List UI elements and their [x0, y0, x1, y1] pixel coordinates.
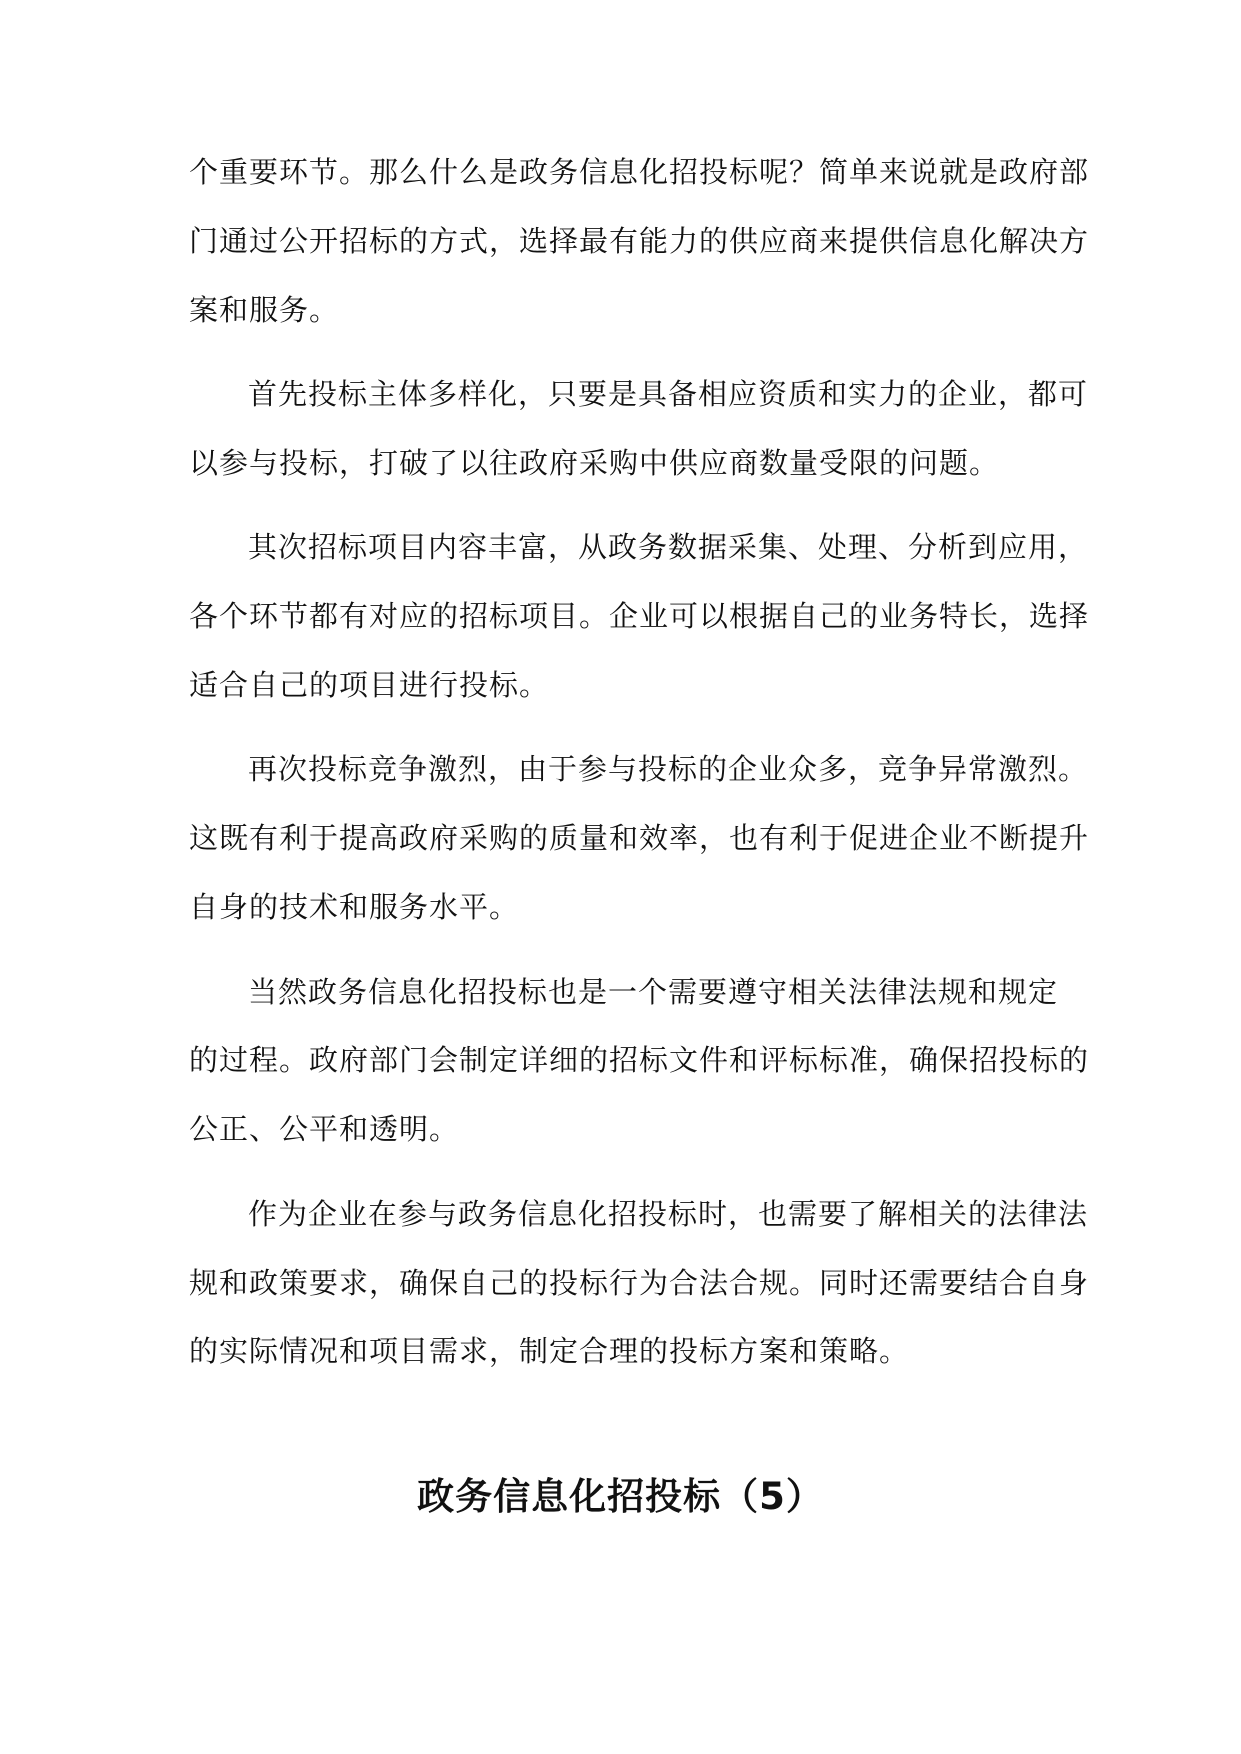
paragraph-1-line-3: 案和服务。 — [189, 293, 340, 327]
paragraph-4-line-2: 这既有利于提高政府采购的质量和效率，也有利于促进企业不断提升 — [189, 821, 1090, 855]
paragraph-3-line-2: 各个环节都有对应的招标项目。企业可以根据自己的业务特长，选择 — [189, 599, 1090, 633]
paragraph-1-line-2: 门通过公开招标的方式，选择最有能力的供应商来提供信息化解决方 — [189, 224, 1090, 258]
paragraph-4-line-3: 自身的技术和服务水平。 — [189, 890, 520, 924]
paragraph-5-line-2: 的过程。政府部门会制定详细的招标文件和评标标准，确保招投标的 — [189, 1043, 1090, 1077]
paragraph-5-line-3: 公正、公平和透明。 — [189, 1112, 460, 1146]
paragraph-3-line-1: 其次招标项目内容丰富，从政务数据采集、处理、分析到应用， — [248, 530, 1089, 564]
paragraph-6-line-3: 的实际情况和项目需求，制定合理的投标方案和策略。 — [189, 1334, 910, 1368]
section-heading: 政务信息化招投标（5） — [417, 1475, 824, 1518]
paragraph-2-line-1: 首先投标主体多样化，只要是具备相应资质和实力的企业，都可 — [248, 377, 1089, 411]
paragraph-6-line-1: 作为企业在参与政务信息化招投标时，也需要了解相关的法律法 — [248, 1197, 1089, 1231]
paragraph-2-line-2: 以参与投标，打破了以往政府采购中供应商数量受限的问题。 — [189, 446, 1000, 480]
paragraph-4-line-1: 再次投标竞争激烈，由于参与投标的企业众多，竞争异常激烈。 — [248, 752, 1089, 786]
paragraph-6-line-2: 规和政策要求，确保自己的投标行为合法合规。同时还需要结合自身 — [189, 1266, 1090, 1300]
paragraph-1-line-1: 个重要环节。那么什么是政务信息化招投标呢？简单来说就是政府部 — [189, 155, 1090, 189]
paragraph-5-line-1: 当然政务信息化招投标也是一个需要遵守相关法律法规和规定 — [248, 975, 1059, 1009]
paragraph-3-line-3: 适合自己的项目进行投标。 — [189, 668, 550, 702]
